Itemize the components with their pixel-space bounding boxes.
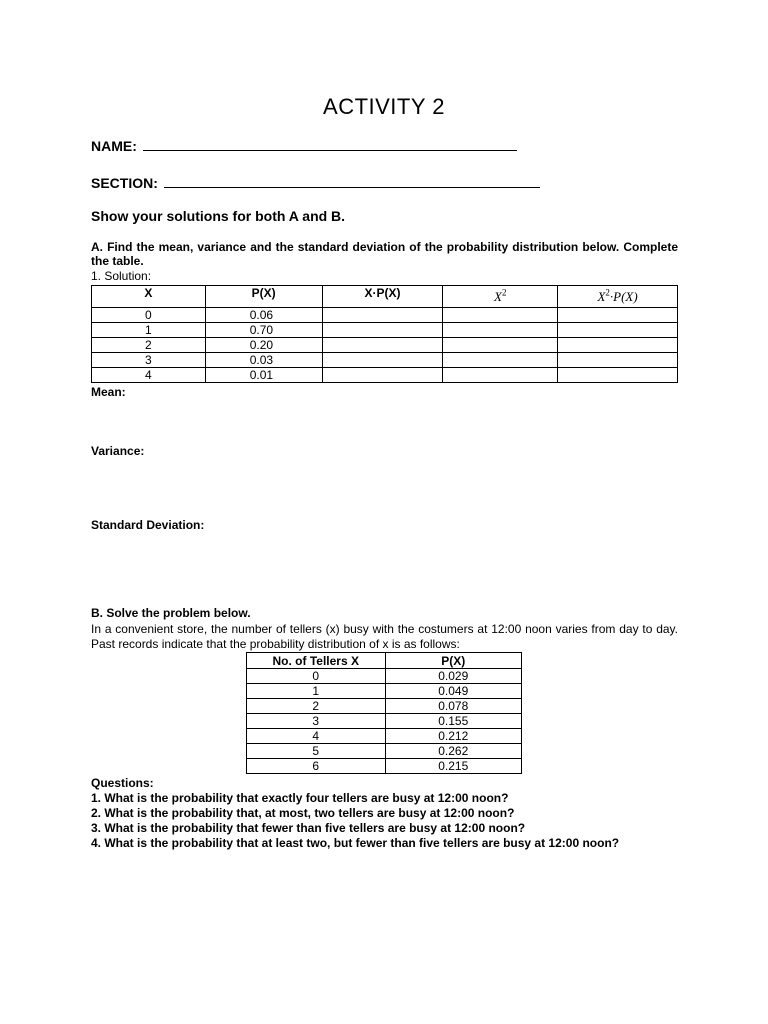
cell-px: 0.155 xyxy=(385,714,522,729)
part-a-table xyxy=(91,285,678,383)
table-row xyxy=(247,729,522,744)
header-px: P(X) xyxy=(205,286,322,308)
cell-px: 0.70 xyxy=(205,323,322,338)
cell-tellers: 4 xyxy=(247,729,386,744)
table-row xyxy=(92,368,678,383)
cell-xpx[interactable] xyxy=(322,308,443,323)
cell-px: 0.215 xyxy=(385,759,522,774)
cell-x-squared[interactable] xyxy=(443,353,558,368)
cell-px: 0.212 xyxy=(385,729,522,744)
standard-deviation-label: Standard Deviation: xyxy=(91,518,205,532)
header-x-squared: $X^2$ xyxy=(443,286,558,308)
table-row xyxy=(92,338,678,353)
cell-px: 0.049 xyxy=(385,684,522,699)
section-label: SECTION: xyxy=(91,175,158,191)
cell-xpx[interactable] xyxy=(322,353,443,368)
table-row xyxy=(92,353,678,368)
cell-x: 0 xyxy=(92,308,206,323)
table-row xyxy=(247,669,522,684)
cell-x-squared[interactable] xyxy=(443,323,558,338)
question-3: 3. What is the probability that fewer than five tellers are busy at 12:00 noon? xyxy=(91,821,526,835)
section-blank-line[interactable] xyxy=(164,174,540,188)
name-blank-line[interactable] xyxy=(143,137,517,151)
cell-x-squared-px[interactable] xyxy=(558,353,678,368)
table-row xyxy=(92,308,678,323)
cell-tellers: 2 xyxy=(247,699,386,714)
header-x: X xyxy=(92,286,206,308)
cell-x-squared-px[interactable] xyxy=(558,368,678,383)
table-row xyxy=(247,684,522,699)
cell-px: 0.078 xyxy=(385,699,522,714)
cell-xpx[interactable] xyxy=(322,323,443,338)
header-xpx: X·P(X) xyxy=(322,286,443,308)
name-label: NAME: xyxy=(91,138,137,154)
cell-tellers: 3 xyxy=(247,714,386,729)
table-header-row xyxy=(92,286,678,308)
header-x-squared-px: $X^2\cdot P(X)$ xyxy=(558,286,678,308)
cell-x-squared[interactable] xyxy=(443,368,558,383)
cell-xpx[interactable] xyxy=(322,368,443,383)
table-row xyxy=(247,759,522,774)
variance-label: Variance: xyxy=(91,444,145,458)
cell-px: 0.262 xyxy=(385,744,522,759)
cell-x: 4 xyxy=(92,368,206,383)
table-header-row xyxy=(247,653,522,669)
solution-label: 1. Solution: xyxy=(91,269,152,283)
cell-x-squared-px[interactable] xyxy=(558,308,678,323)
part-b-table xyxy=(246,652,522,774)
cell-x-squared[interactable] xyxy=(443,338,558,353)
part-a-prompt: A. Find the mean, variance and the standard deviation of the probability distribution below. Complete the table. xyxy=(91,240,678,268)
cell-xpx[interactable] xyxy=(322,338,443,353)
questions-label: Questions: xyxy=(91,776,154,790)
cell-x-squared-px[interactable] xyxy=(558,338,678,353)
cell-px: 0.06 xyxy=(205,308,322,323)
table-row xyxy=(92,323,678,338)
question-1: 1. What is the probability that exactly four tellers are busy at 12:00 noon? xyxy=(91,791,509,805)
cell-x-squared-px[interactable] xyxy=(558,323,678,338)
mean-label: Mean: xyxy=(91,385,126,399)
question-2: 2. What is the probability that, at most, two tellers are busy at 12:00 noon? xyxy=(91,806,515,820)
instruction-text: Show your solutions for both A and B. xyxy=(91,208,346,224)
cell-px: 0.20 xyxy=(205,338,322,353)
cell-x: 1 xyxy=(92,323,206,338)
part-b-heading: B. Solve the problem below. xyxy=(91,606,251,620)
cell-tellers: 5 xyxy=(247,744,386,759)
header-tellers: No. of Tellers X xyxy=(247,653,386,669)
table-row xyxy=(247,699,522,714)
section-field[interactable] xyxy=(91,174,540,191)
part-b-text: In a convenient store, the number of tellers (x) busy with the costumers at 12:00 noon varies from day to day. Past records indicate that the probability distribution of x is as follows: xyxy=(91,622,678,651)
cell-px: 0.03 xyxy=(205,353,322,368)
cell-tellers: 6 xyxy=(247,759,386,774)
name-field[interactable] xyxy=(91,137,517,154)
header-px: P(X) xyxy=(385,653,522,669)
cell-tellers: 1 xyxy=(247,684,386,699)
questions-section xyxy=(91,776,619,851)
cell-px: 0.01 xyxy=(205,368,322,383)
cell-px: 0.029 xyxy=(385,669,522,684)
cell-x: 2 xyxy=(92,338,206,353)
cell-x-squared[interactable] xyxy=(443,308,558,323)
page-title: ACTIVITY 2 xyxy=(323,94,445,119)
cell-x: 3 xyxy=(92,353,206,368)
question-4: 4. What is the probability that at least two, but fewer than five tellers are busy at 12:00 noon? xyxy=(91,836,620,850)
table-row xyxy=(247,714,522,729)
cell-tellers: 0 xyxy=(247,669,386,684)
table-row xyxy=(247,744,522,759)
